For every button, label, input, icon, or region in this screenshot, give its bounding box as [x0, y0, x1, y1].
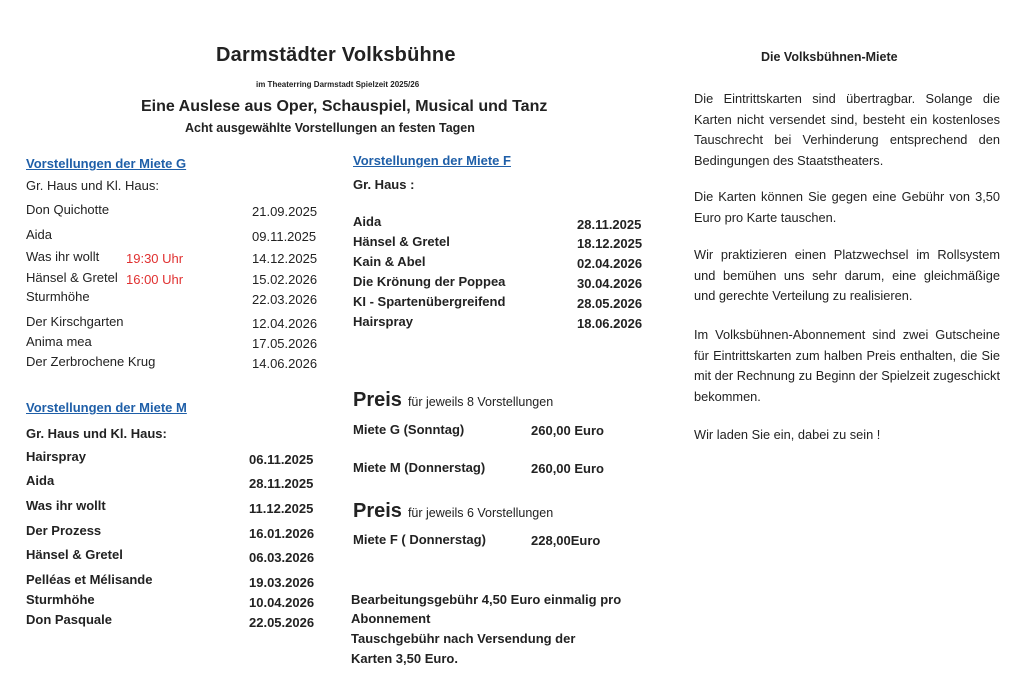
- price-row-value: 260,00 Euro: [531, 423, 604, 438]
- show-date: 22.03.2026: [252, 292, 318, 307]
- info-paragraph: Die Eintrittskarten sind übertragbar. Solange die Karten nicht versendet sind, besteht ein kostenloses Tauschrecht bei Verhinderung entsprechend den Bedingungen des Staatstheaters.: [694, 91, 1000, 168]
- show-title: Don Pasquale: [26, 612, 112, 627]
- show-title: Anima mea: [26, 334, 92, 349]
- show-time: 16:00 Uhr: [126, 272, 184, 287]
- price-row-name: Miete F ( Donnerstag): [353, 532, 486, 547]
- show-date: 22.05.2026: [249, 615, 315, 630]
- show-date: 06.03.2026: [249, 550, 315, 565]
- price-note: für jeweils 8 Vorstellungen: [407, 395, 554, 409]
- miete-g-heading: Vorstellungen der Miete G: [26, 156, 187, 171]
- show-title: Sturmhöhe: [26, 592, 95, 607]
- show-title: Hänsel & Gretel: [353, 234, 450, 249]
- price-label: Preis: [353, 389, 402, 411]
- show-date: 10.04.2026: [249, 595, 315, 610]
- list-item: [26, 270, 118, 285]
- price-block-6: [353, 500, 553, 523]
- list-item: [26, 227, 52, 242]
- price-block-8: [353, 389, 553, 412]
- show-title: Kain & Abel: [353, 254, 426, 269]
- show-date: 21.09.2025: [252, 204, 318, 219]
- show-date: 09.11.2025: [252, 229, 317, 244]
- price-row-value: 260,00 Euro: [531, 461, 604, 476]
- show-title: Aida: [26, 227, 53, 242]
- show-title: Pelléas et Mélisande: [26, 572, 153, 587]
- show-date: 18.12.2025: [577, 236, 643, 251]
- miete-g-venue: Gr. Haus und Kl. Haus:: [26, 178, 159, 193]
- info-title: Die Volksbühnen-Miete: [761, 50, 898, 64]
- show-date: 12.04.2026: [252, 316, 318, 331]
- show-date: 18.06.2026: [577, 316, 643, 331]
- show-title: Aida: [26, 473, 55, 488]
- show-title: Die Krönung der Poppea: [353, 274, 506, 289]
- program-subtitle: Eine Auslese aus Oper, Schauspiel, Musical und Tanz: [141, 98, 548, 115]
- miete-f-venue: Gr. Haus :: [353, 177, 415, 192]
- fee-line: Bearbeitungsgebühr 4,50 Euro einmalig pro: [351, 592, 622, 607]
- show-title: Don Quichotte: [26, 202, 110, 217]
- show-date: 28.11.2025: [249, 476, 314, 491]
- show-date: 11.12.2025: [249, 501, 314, 516]
- show-date: 14.12.2025: [252, 251, 318, 266]
- info-paragraph: Die Karten können Sie gegen eine Gebühr von 3,50 Euro pro Karte tauschen.: [694, 189, 1000, 225]
- show-title: Aida: [353, 214, 382, 229]
- show-date: 28.11.2025: [577, 217, 642, 232]
- miete-f-heading: Vorstellungen der Miete F: [353, 153, 511, 168]
- list-item: [26, 289, 90, 304]
- show-title: Was ihr wollt: [26, 498, 106, 513]
- info-paragraph: Im Volksbühnen-Abonnement sind zwei Gutscheine für Eintrittskarten zum halben Preis enthalten, die Sie mit der Rechnung zu Beginn der Spielzeit zugeschickt bekommen.: [694, 327, 1000, 404]
- list-item: [26, 334, 92, 349]
- list-item: [26, 314, 124, 329]
- show-date: 16.01.2026: [249, 526, 315, 541]
- price-row-name: Miete M (Donnerstag): [353, 460, 486, 475]
- show-date: 17.05.2026: [252, 336, 318, 351]
- show-title: KI - Spartenübergreifend: [353, 294, 506, 309]
- show-date: 28.05.2026: [577, 296, 643, 311]
- list-item: [26, 202, 109, 217]
- price-row-value: 228,00Euro: [531, 533, 601, 548]
- show-date: 14.06.2026: [252, 356, 318, 371]
- show-title: Hairspray: [353, 314, 413, 329]
- show-title: Der Kirschgarten: [26, 314, 124, 329]
- show-time: 19:30 Uhr: [126, 251, 184, 266]
- show-title: Hairspray: [26, 449, 86, 464]
- show-title: Hänsel & Gretel: [26, 270, 118, 285]
- show-title: Sturmhöhe: [26, 289, 90, 304]
- info-paragraph: Wir praktizieren einen Platzwechsel im Rollsystem und bemühen uns sehr darum, eine gleichmäßige und gerechte Verteilung zu realisieren.: [694, 247, 1000, 303]
- list-item: [26, 354, 155, 369]
- show-date: 02.04.2026: [577, 256, 643, 271]
- miete-m-venue: Gr. Haus und Kl. Haus:: [26, 426, 167, 441]
- season-subtitle: im Theaterring Darmstadt Spielzeit 2025/26: [256, 80, 420, 89]
- show-title: Hänsel & Gretel: [26, 547, 123, 562]
- price-note: für jeweils 6 Vorstellungen: [407, 506, 554, 520]
- show-date: 15.02.2026: [252, 272, 318, 287]
- fee-line: Tauschgebühr nach Versendung der: [351, 631, 576, 646]
- price-row-name: Miete G (Sonntag): [353, 422, 465, 437]
- show-date: 19.03.2026: [249, 575, 315, 590]
- page-title: Darmstädter Volksbühne: [216, 44, 456, 66]
- show-title: Was ihr wollt: [26, 249, 100, 264]
- price-label: Preis: [353, 500, 402, 522]
- miete-m-heading: Vorstellungen der Miete M: [26, 400, 187, 415]
- program-tagline: Acht ausgewählte Vorstellungen an festen Tagen: [185, 121, 475, 135]
- show-title: Der Prozess: [26, 523, 102, 538]
- show-title: Der Zerbrochene Krug: [26, 354, 156, 369]
- fee-line: Abonnement: [351, 611, 431, 626]
- info-paragraph: Wir laden Sie ein, dabei zu sein !: [694, 427, 881, 442]
- show-date: 30.04.2026: [577, 276, 643, 291]
- fee-line: Karten 3,50 Euro.: [351, 651, 458, 666]
- show-date: 06.11.2025: [249, 452, 314, 467]
- list-item: [26, 249, 99, 264]
